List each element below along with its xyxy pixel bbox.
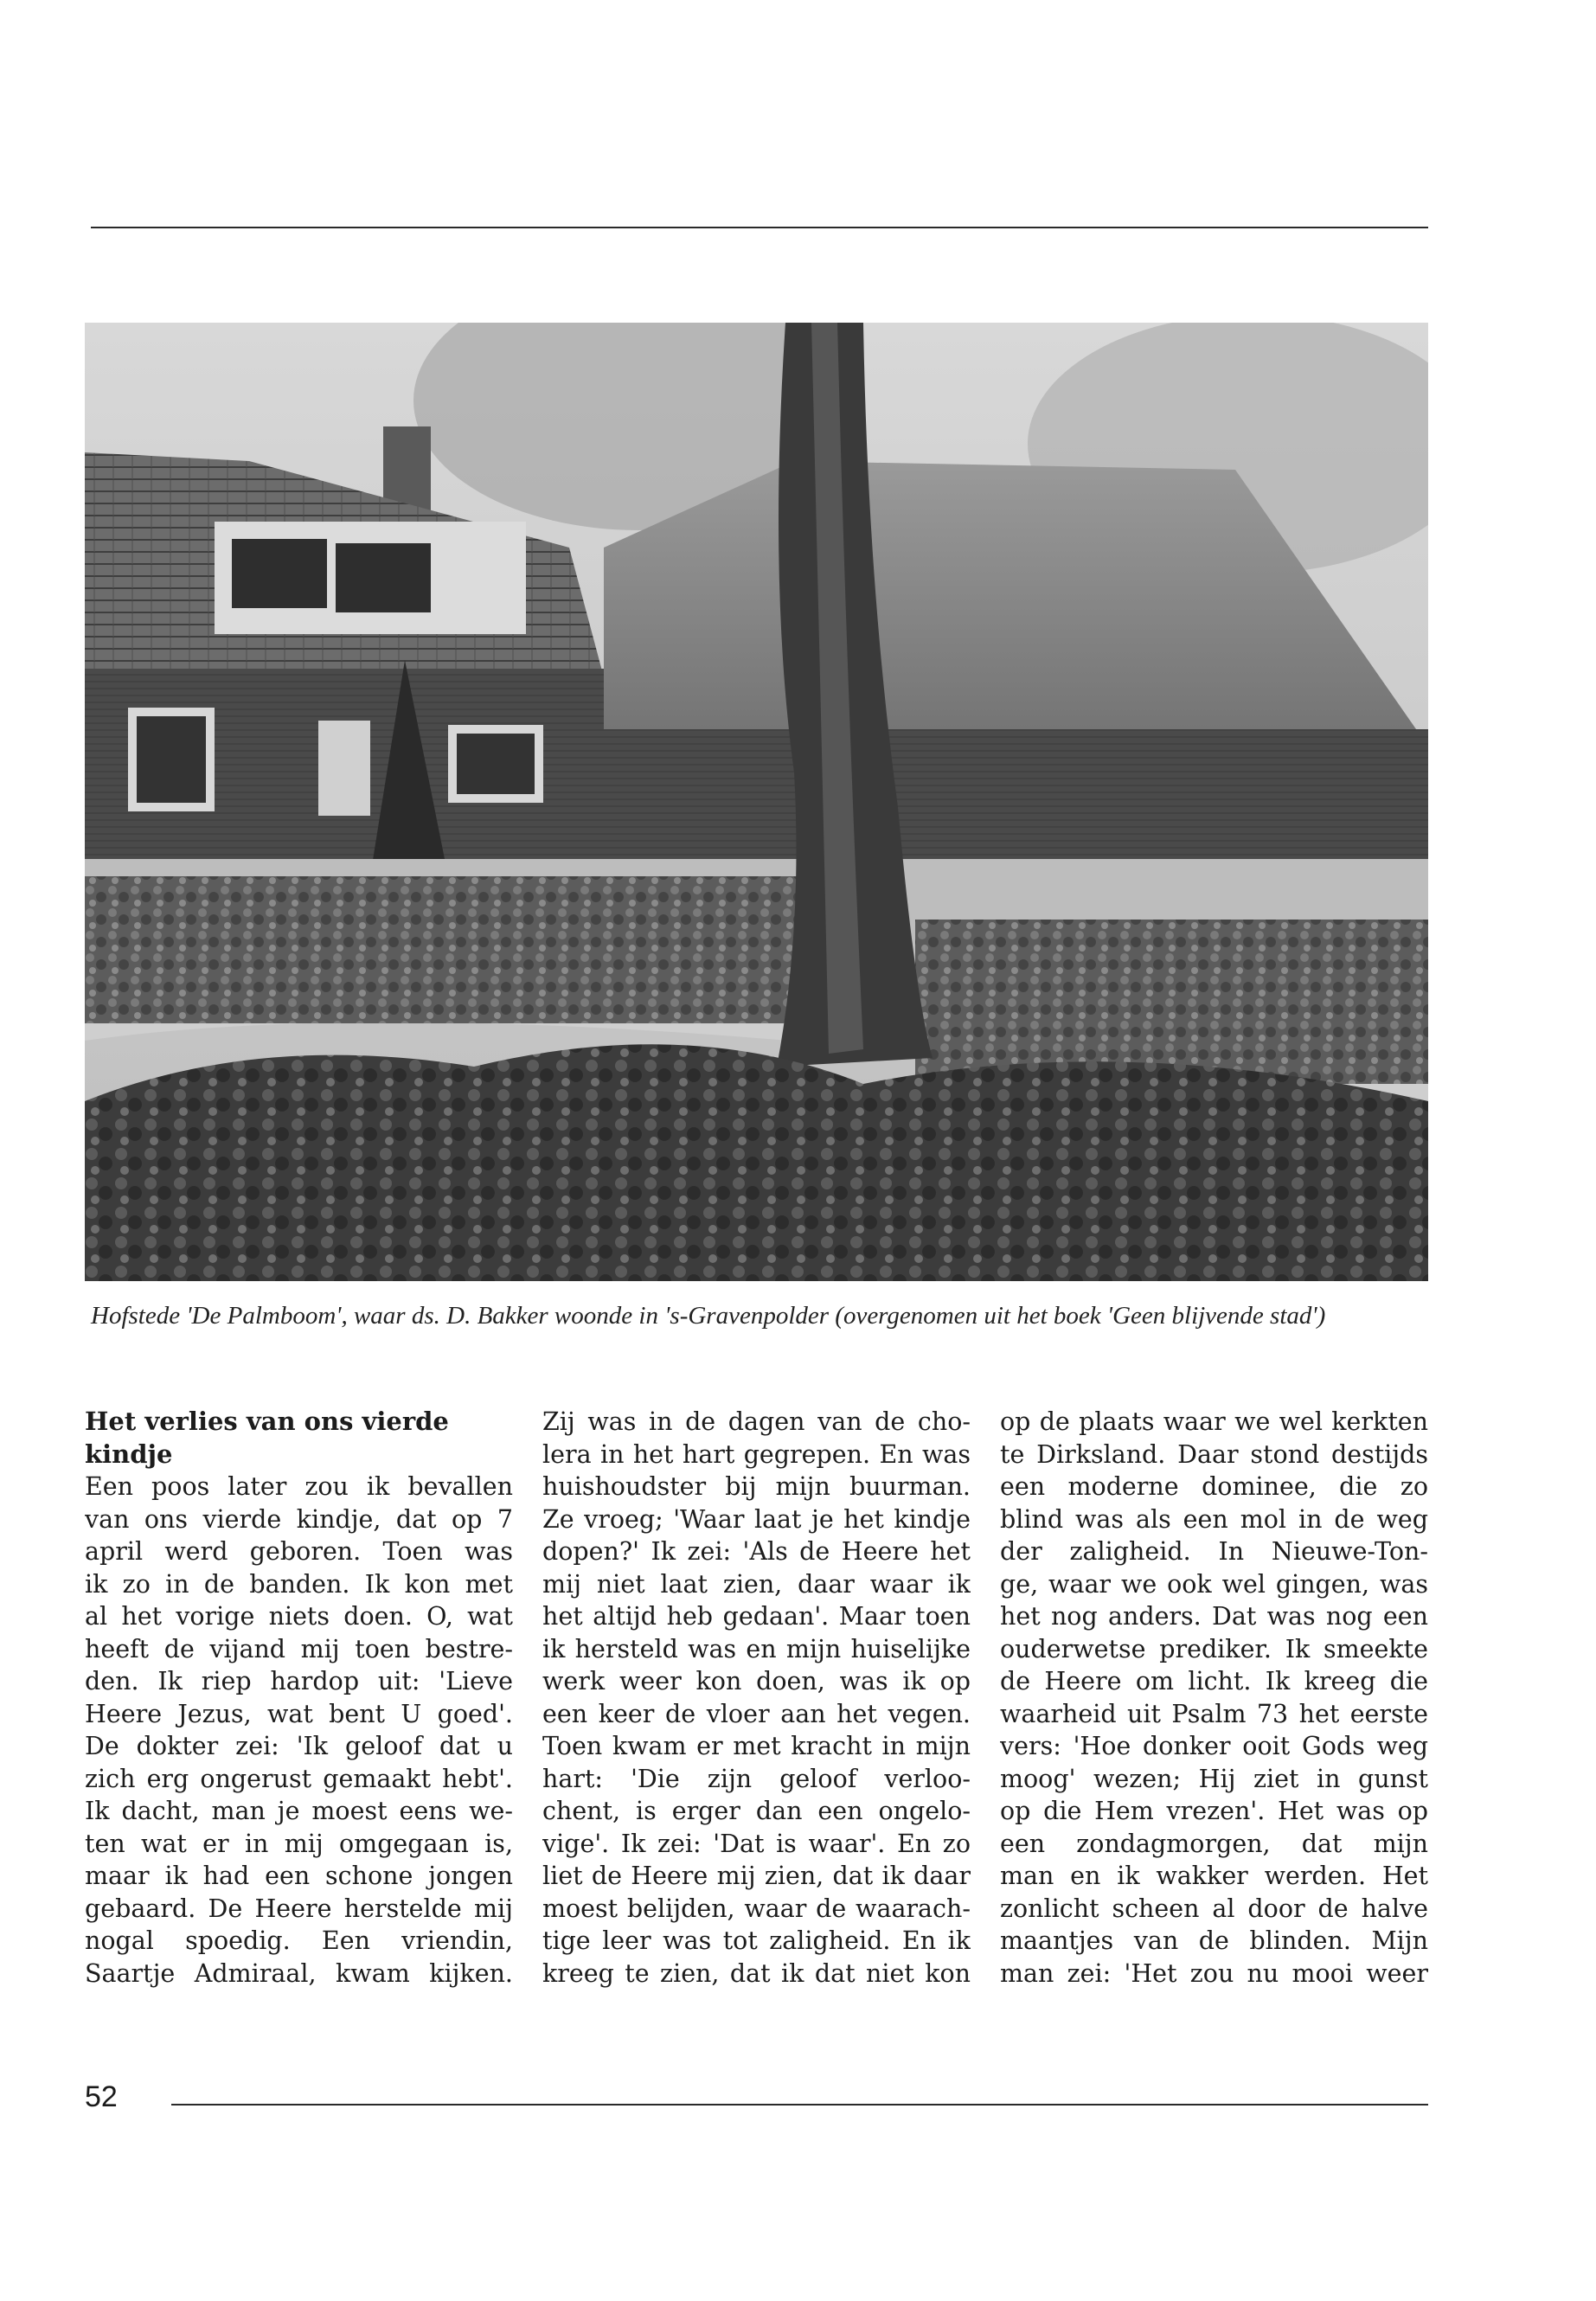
body-line: liet de Heere mij zien, dat ik daar — [542, 1862, 971, 1890]
body-line: nogal spoedig. Een vriendin, — [85, 1926, 513, 1955]
body-line: een zondagmorgen, dat mijn — [1000, 1829, 1428, 1858]
farmhouse-photo-icon — [85, 323, 1428, 1281]
body-line: huishoudster bij mijn buurman. — [542, 1472, 971, 1501]
farmhouse-photo — [85, 323, 1428, 1281]
body-line: te Dirksland. Daar stond destijds — [1000, 1439, 1428, 1469]
body-line: der zaligheid. In Nieuwe-Ton- — [1000, 1537, 1428, 1566]
body-line: heeft de vijand mij toen bestre- — [85, 1634, 513, 1663]
body-line: tige leer was tot zaligheid. En ik — [542, 1926, 971, 1955]
body-line: zich erg ongerust gemaakt hebt'. — [85, 1764, 513, 1793]
body-line: op die Hem vrezen'. Het was op — [1000, 1797, 1428, 1825]
body-line: een keer de vloer aan het vegen. — [542, 1699, 971, 1728]
body-line: het altijd heb gedaan'. Maar toen — [542, 1602, 971, 1631]
body-line: een moderne dominee, die zo — [1000, 1472, 1428, 1501]
body-line: van ons vierde kindje, dat op 7 — [85, 1504, 513, 1534]
text-column-2 — [542, 1406, 971, 1990]
body-line: kreeg te zien, dat ik dat niet kon — [542, 1958, 971, 1988]
body-line: Ik dacht, man je moest eens we- — [85, 1797, 513, 1825]
body-line: chent, is erger dan een ongelo- — [542, 1797, 971, 1825]
body-line: ouderwetse prediker. Ik smeekte — [1000, 1634, 1428, 1663]
photo-caption: Hofstede 'De Palmboom', waar ds. D. Bakker woonde in 's-Gravenpolder (overgenomen uit het boek 'Geen blijvende stad') — [91, 1302, 1326, 1330]
body-line: Heere Jezus, wat bent U goed'. — [85, 1699, 513, 1728]
body-line: Een poos later zou ik bevallen — [85, 1472, 513, 1501]
body-line: werk weer kon doen, was ik op — [542, 1667, 971, 1695]
bottom-rule — [171, 2104, 1428, 2106]
body-line: ik zo in de banden. Ik kon met — [85, 1569, 513, 1599]
body-line: waarheid uit Psalm 73 het eerste — [1000, 1699, 1428, 1728]
section-heading-line-2: kindje — [85, 1439, 173, 1469]
body-line: mij niet laat zien, daar waar ik — [542, 1569, 971, 1599]
body-line: op de plaats waar we wel kerkten — [1000, 1407, 1428, 1436]
body-line: april werd geboren. Toen was — [85, 1537, 513, 1566]
body-line: lera in het hart gegrepen. En was — [542, 1439, 971, 1469]
body-line: Ze vroeg; 'Waar laat je het kindje — [542, 1504, 971, 1534]
body-line: hart: 'Die zijn geloof verloo- — [542, 1764, 971, 1793]
text-column-3 — [1000, 1406, 1428, 1990]
body-line: man zei: 'Het zou nu mooi weer — [1000, 1958, 1428, 1988]
body-line: Zij was in de dagen van de cho- — [542, 1407, 971, 1436]
body-line: de Heere om licht. Ik kreeg die — [1000, 1667, 1428, 1695]
body-line: Saartje Admiraal, kwam kijken. — [85, 1958, 513, 1988]
body-line: maar ik had een schone jongen — [85, 1862, 513, 1890]
body-line: moog' wezen; Hij ziet in gunst — [1000, 1764, 1428, 1793]
top-rule — [91, 227, 1428, 228]
body-line: al het vorige niets doen. O, wat — [85, 1602, 513, 1631]
body-line: dopen?' Ik zei: 'Als de Heere het — [542, 1537, 971, 1566]
body-line: den. Ik riep hardop uit: 'Lieve — [85, 1667, 513, 1695]
body-line: het nog anders. Dat was nog een — [1000, 1602, 1428, 1631]
body-line: De dokter zei: 'Ik geloof dat u — [85, 1732, 513, 1760]
body-line: man en ik wakker werden. Het — [1000, 1862, 1428, 1890]
text-column-1 — [85, 1406, 513, 1990]
body-line: Toen kwam er met kracht in mijn — [542, 1732, 971, 1760]
section-heading-line-1: Het verlies van ons vierde — [85, 1407, 449, 1436]
body-line: zonlicht scheen al door de halve — [1000, 1894, 1428, 1923]
body-line: blind was als een mol in de weg — [1000, 1504, 1428, 1534]
body-line: vers: 'Hoe donker ooit Gods weg — [1000, 1732, 1428, 1760]
body-line: gebaard. De Heere herstelde mij — [85, 1894, 513, 1923]
body-line: ten wat er in mij omgegaan is, — [85, 1829, 513, 1858]
body-line: vige'. Ik zei: 'Dat is waar'. En zo — [542, 1829, 971, 1858]
body-line: ik hersteld was en mijn huiselijke — [542, 1634, 971, 1663]
page-number: 52 — [85, 2080, 118, 2113]
body-line: ge, waar we ook wel gingen, was — [1000, 1569, 1428, 1599]
body-line: moest belijden, waar de waarach- — [542, 1894, 971, 1923]
body-line: maantjes van de blinden. Mijn — [1000, 1926, 1428, 1955]
